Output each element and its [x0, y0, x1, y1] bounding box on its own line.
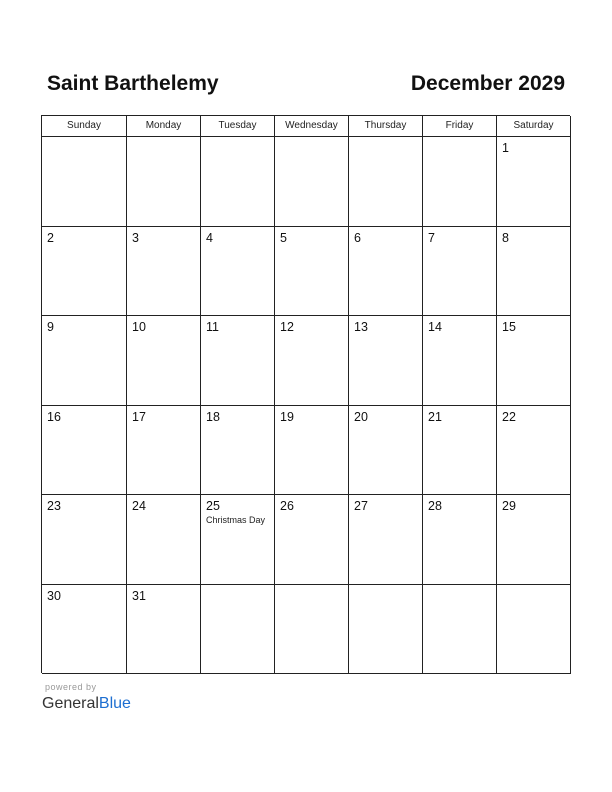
brand-name-part2: Blue	[98, 695, 131, 712]
day-number: 4	[206, 230, 213, 245]
day-cell	[423, 495, 497, 585]
week-row-5	[42, 495, 570, 585]
day-cell	[497, 227, 571, 317]
day-cell	[497, 137, 571, 227]
day-number: 17	[132, 409, 146, 424]
day-cell	[497, 495, 571, 585]
day-cell	[497, 406, 571, 496]
day-cell	[275, 406, 349, 496]
day-cell	[349, 495, 423, 585]
day-cell	[349, 316, 423, 406]
day-cell	[42, 495, 127, 585]
weekday-monday: Monday	[127, 116, 201, 137]
month-year-title: December 2029	[410, 72, 565, 95]
day-number: 27	[354, 499, 368, 513]
weekday-thursday: Thursday	[349, 116, 423, 137]
day-cell	[127, 495, 201, 585]
day-number: 16	[47, 409, 61, 424]
weekday-header-row	[42, 116, 570, 137]
day-cell	[349, 137, 423, 227]
day-cell	[423, 406, 497, 496]
day-number: 29	[502, 499, 516, 513]
day-number: 2	[47, 230, 54, 245]
day-number: 12	[280, 320, 294, 334]
day-cell	[127, 227, 201, 317]
calendar-grid	[41, 115, 570, 673]
day-cell	[349, 406, 423, 496]
day-number: 6	[354, 230, 361, 245]
day-cell	[275, 137, 349, 227]
day-number: 23	[47, 499, 61, 513]
day-cell	[201, 316, 275, 406]
brand-name-part1: General	[42, 695, 99, 712]
day-number: 28	[428, 499, 442, 513]
day-number: 14	[428, 320, 442, 334]
day-number: 8	[502, 230, 509, 245]
day-cell	[423, 585, 497, 675]
day-cell	[127, 316, 201, 406]
day-cell	[42, 406, 127, 496]
day-number: 9	[47, 320, 54, 334]
day-number: 31	[132, 588, 146, 603]
day-cell	[42, 137, 127, 227]
day-number: 19	[280, 409, 294, 424]
brand-logo[interactable]	[42, 694, 131, 714]
day-number: 5	[280, 230, 287, 245]
day-cell	[423, 316, 497, 406]
week-row-3	[42, 316, 570, 406]
week-row-6	[42, 585, 570, 675]
powered-by-text: powered by	[45, 682, 97, 692]
day-cell	[423, 227, 497, 317]
weekday-tuesday: Tuesday	[201, 116, 275, 137]
week-row-2	[42, 227, 570, 317]
day-number: 26	[280, 499, 294, 513]
day-cell	[275, 585, 349, 675]
day-number: 20	[354, 409, 368, 424]
day-cell	[275, 316, 349, 406]
day-cell	[127, 406, 201, 496]
day-number: 1	[502, 141, 509, 155]
day-cell	[42, 585, 127, 675]
day-number: 13	[354, 320, 368, 334]
day-cell	[127, 585, 201, 675]
day-cell	[201, 137, 275, 227]
week-row-4	[42, 406, 570, 496]
day-number: 24	[132, 499, 146, 513]
day-number: 15	[502, 320, 516, 334]
day-cell-christmas	[201, 495, 275, 585]
day-number: 3	[132, 230, 139, 245]
week-row-1	[42, 137, 570, 227]
day-number: 11	[206, 320, 219, 334]
day-cell	[349, 227, 423, 317]
day-number: 18	[206, 409, 220, 424]
day-number: 22	[502, 409, 516, 424]
day-cell	[423, 137, 497, 227]
day-cell	[201, 406, 275, 496]
day-cell	[275, 495, 349, 585]
day-cell	[42, 316, 127, 406]
day-number: 21	[428, 409, 442, 424]
day-cell	[349, 585, 423, 675]
weekday-saturday: Saturday	[497, 116, 571, 137]
day-number: 7	[428, 230, 435, 245]
day-number: 10	[132, 320, 146, 334]
day-cell	[497, 316, 571, 406]
day-cell	[497, 585, 571, 675]
weekday-sunday: Sunday	[42, 116, 127, 137]
weekday-friday: Friday	[423, 116, 497, 137]
day-cell	[201, 585, 275, 675]
holiday-label: Christmas Day	[206, 515, 266, 525]
day-number: 25	[206, 499, 220, 513]
day-number: 30	[47, 588, 61, 603]
day-cell	[275, 227, 349, 317]
page-title: Saint Barthelemy	[47, 72, 219, 95]
day-cell	[201, 227, 275, 317]
weekday-wednesday: Wednesday	[275, 116, 349, 137]
day-cell	[42, 227, 127, 317]
day-cell	[127, 137, 201, 227]
